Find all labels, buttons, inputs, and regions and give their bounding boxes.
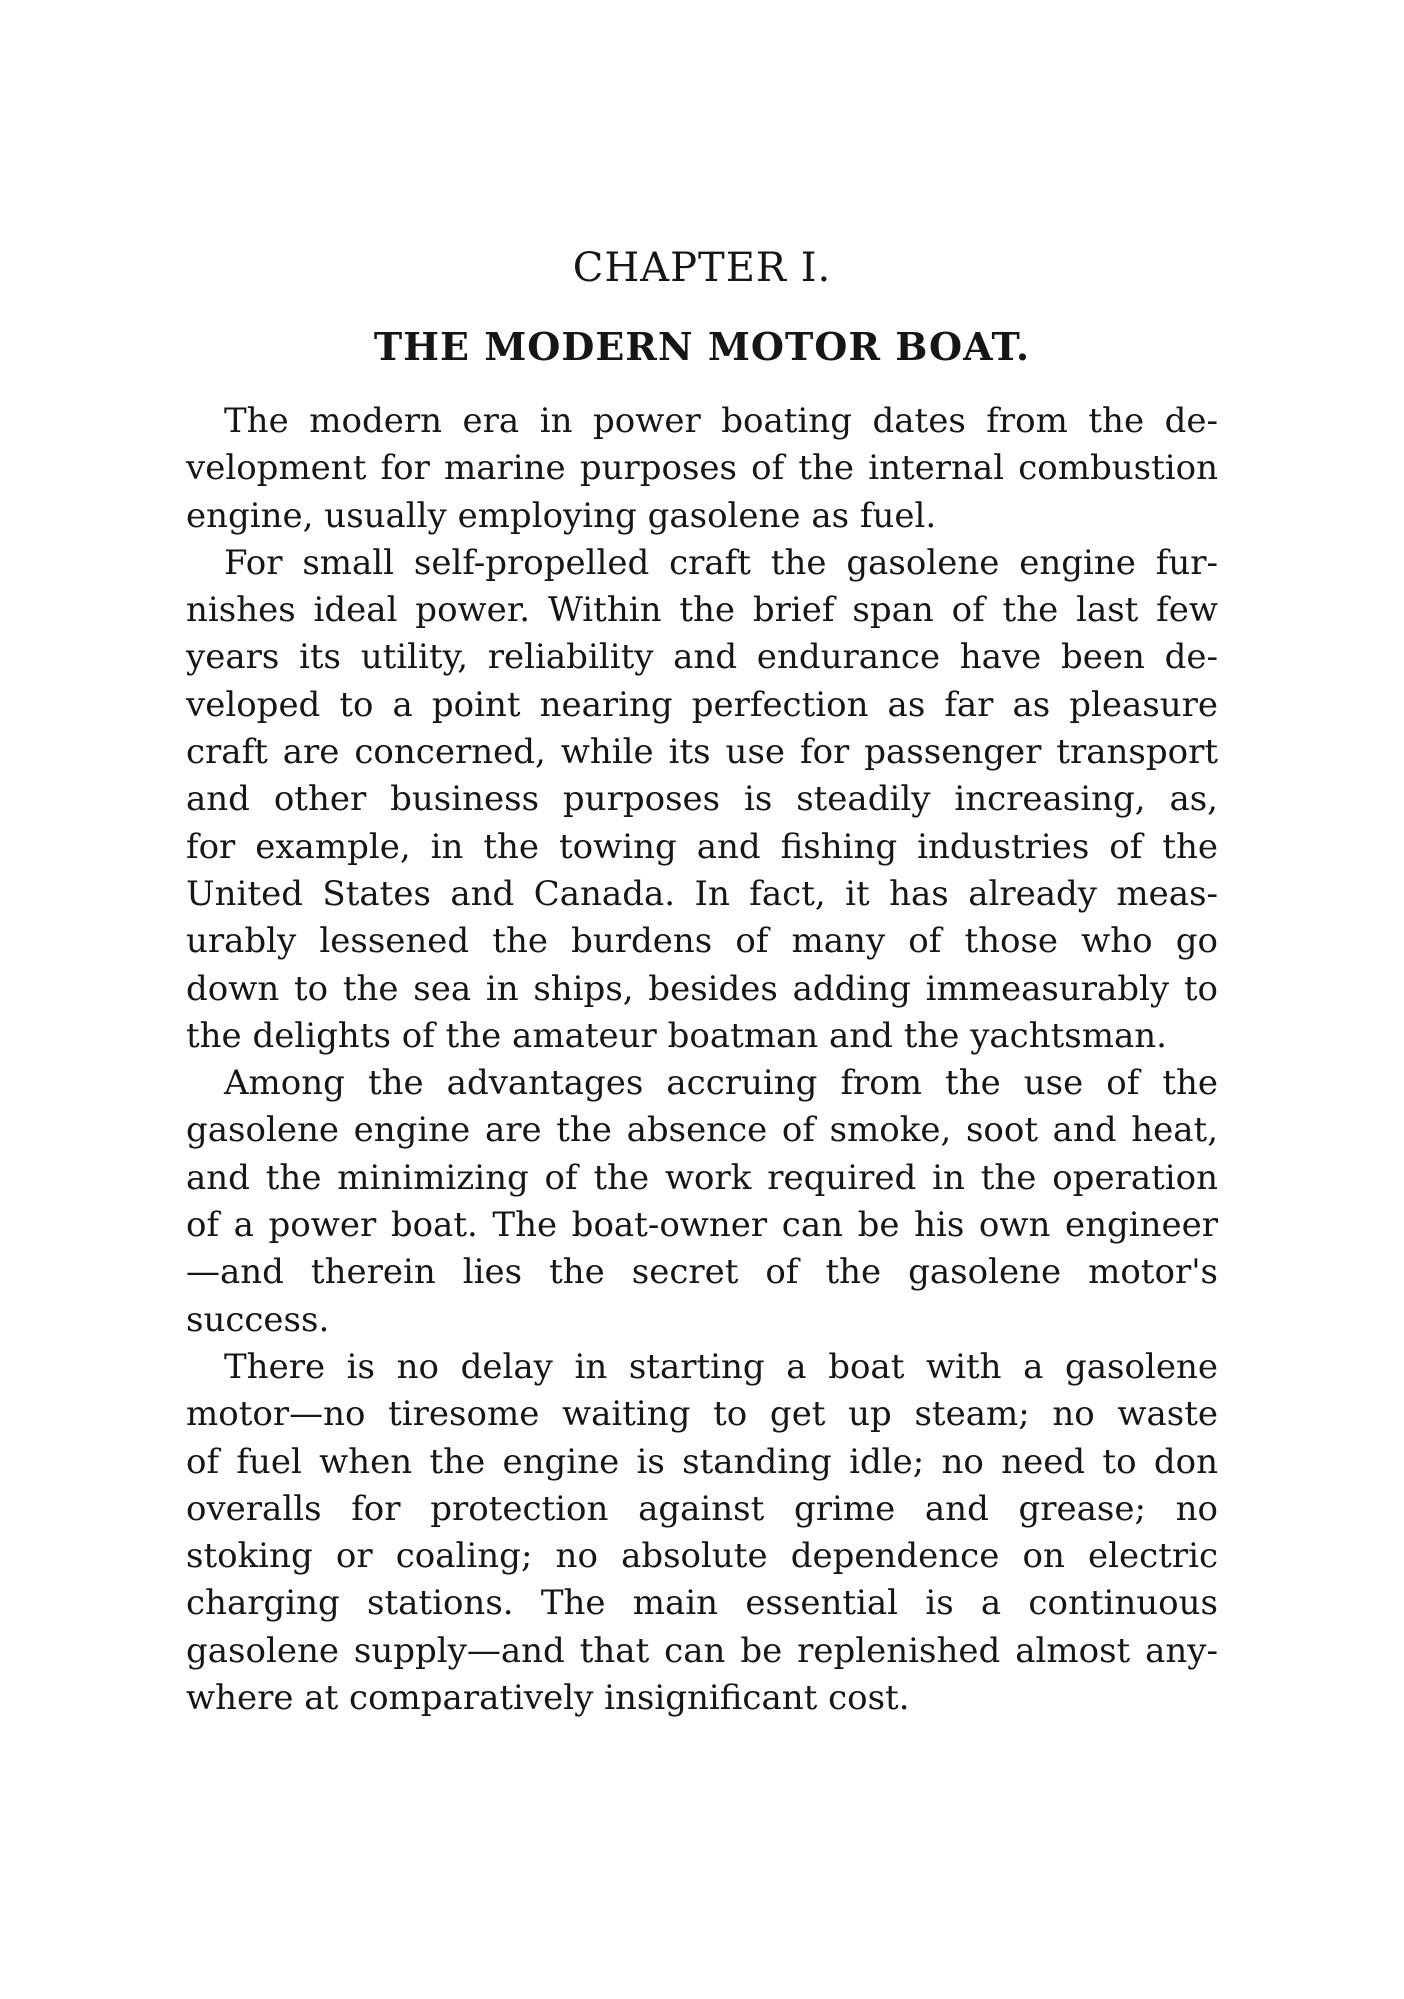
text-line: charging stations. The main essential is a continuous xyxy=(186,1583,1218,1624)
text-line: overalls for protection against grime and grease; no xyxy=(186,1488,1218,1529)
text-line: down to the sea in ships, besides adding immeasurably to xyxy=(186,968,1218,1009)
text-line: engine, usually employing gasolene as fuel. xyxy=(186,495,937,536)
text-line: gasolene engine are the absence of smoke, soot and heat, xyxy=(186,1110,1218,1151)
text-line: The modern era in power boating dates from the de- xyxy=(224,401,1218,441)
chapter-number: CHAPTER I. xyxy=(572,245,832,291)
paragraph-1 xyxy=(186,398,1218,540)
text-line: veloped to a point nearing perfection as far as pleasure xyxy=(186,684,1218,725)
paragraph-4 xyxy=(186,1344,1218,1722)
paragraph-2 xyxy=(186,540,1218,1060)
text-line: and the minimizing of the work required in the operation xyxy=(186,1157,1218,1198)
text-line: United States and Canada. In fact, it has already meas- xyxy=(186,873,1218,914)
text-line: for example, in the towing and fishing industries of the xyxy=(186,826,1218,867)
text-line: motor—no tiresome waiting to get up steam; no waste xyxy=(186,1394,1218,1435)
chapter-body xyxy=(186,398,1218,1722)
text-line: nishes ideal power. Within the brief span of the last few xyxy=(186,590,1218,631)
text-line: success. xyxy=(186,1299,330,1340)
text-line: For small self-propelled craft the gasolene engine fur- xyxy=(224,542,1218,583)
text-line: the delights of the amateur boatman and the yachtsman. xyxy=(186,1015,1167,1056)
chapter-title: THE MODERN MOTOR BOAT. xyxy=(373,324,1031,369)
text-line: gasolene supply—and that can be replenished almost any- xyxy=(186,1630,1218,1671)
text-line: —and therein lies the secret of the gasolene motor's xyxy=(186,1252,1218,1293)
text-line: There is no delay in starting a boat with a gasolene xyxy=(224,1346,1218,1387)
text-line: craft are concerned, while its use for passenger transport xyxy=(186,732,1218,773)
text-line: years its utility, reliability and endurance have been de- xyxy=(186,637,1218,678)
text-line: stoking or coaling; no absolute dependence on electric xyxy=(186,1536,1218,1577)
text-line: where at comparatively insignificant cost. xyxy=(186,1678,910,1719)
text-line: urably lessened the burdens of many of those who go xyxy=(186,921,1218,962)
text-line: of a power boat. The boat-owner can be his own engineer xyxy=(186,1205,1218,1246)
paragraph-3 xyxy=(186,1060,1218,1344)
text-line: velopment for marine purposes of the internal combustion xyxy=(186,448,1218,489)
text-line: of fuel when the engine is standing idle; no need to don xyxy=(186,1441,1218,1482)
text-line: Among the advantages accruing from the use of the xyxy=(224,1063,1218,1104)
text-line: and other business purposes is steadily increasing, as, xyxy=(186,779,1218,820)
